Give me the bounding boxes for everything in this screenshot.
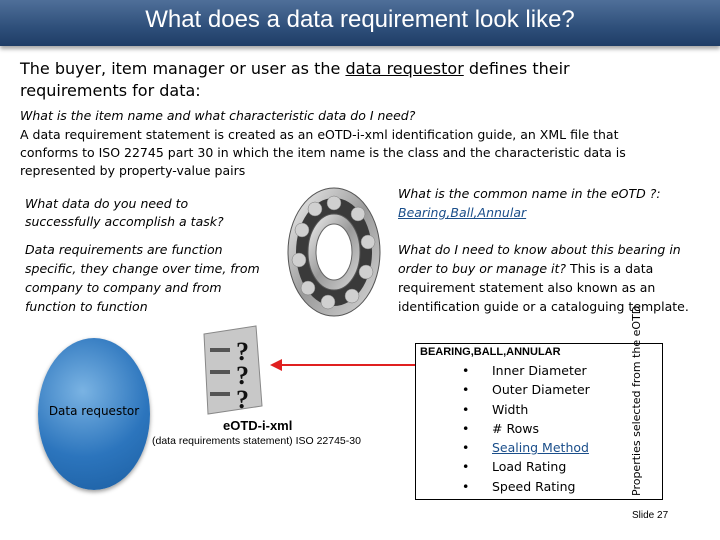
svg-text:?: ? (236, 337, 249, 366)
common-name-text: What is the common name in the eOTD ?: (398, 186, 661, 201)
heading-text-2: defines their requirements for data: (20, 59, 570, 100)
list-item-link[interactable]: • Sealing Method (462, 440, 589, 456)
item-question: What is the item name and what characteristic data do I need? (20, 108, 416, 123)
svg-text:?: ? (236, 361, 249, 390)
svg-text:?: ? (236, 385, 249, 414)
list-item: • Inner Diameter (462, 363, 587, 378)
bearing-class-link[interactable]: Bearing,Ball,Annular (398, 205, 527, 220)
heading (20, 58, 620, 102)
arrow-connector (270, 355, 420, 375)
list-item: • Width (462, 401, 529, 417)
common-name-question (398, 184, 698, 222)
slide-number: Slide 27 (632, 510, 669, 521)
task-question: What data do you need to successfully accomplish a task? (25, 196, 224, 229)
bearing-question-rest: This is a data requirement statement also known as an identification guide or a cataloguing template. (398, 261, 689, 314)
data-requestor-link[interactable]: data requestor (345, 59, 464, 78)
bearing-image (282, 184, 386, 320)
list-item: • Outer Diameter (462, 382, 590, 398)
document-icon (196, 322, 276, 422)
list-item: • Speed Rating (462, 478, 576, 494)
list-title: BEARING,BALL,ANNULAR (420, 346, 561, 358)
data-requestor-label: Data requestor (48, 404, 140, 418)
property-list (462, 361, 590, 496)
eotd-subtitle: (data requirements statement) ISO 22745-30 (152, 435, 361, 447)
side-label: Properties selected from the eOTD (630, 305, 643, 496)
function-specific-text: Data requirements are function specific, they change over time, from company to company and from function to function (25, 242, 260, 314)
heading-text-1: The buyer, item manager or user as the (20, 59, 346, 78)
side-label-container (612, 305, 662, 498)
list-item: • Load Rating (462, 459, 567, 475)
bearing-question-italic: What do I need to know about this bearing in order to buy or manage it? (398, 242, 681, 276)
list-item: • # Rows (462, 420, 539, 436)
eotd-label: eOTD-i-xml (223, 418, 293, 433)
requirement-statement: A data requirement statement is created as an eOTD-i-xml identification guide, an XML file that conforms to ISO 22745 part 30 in which the item name is the class and the characteristic data is represented by property-value pairs (20, 127, 626, 178)
bearing-question (398, 240, 703, 316)
slide-title: What does a data requirement look like? (145, 6, 575, 33)
